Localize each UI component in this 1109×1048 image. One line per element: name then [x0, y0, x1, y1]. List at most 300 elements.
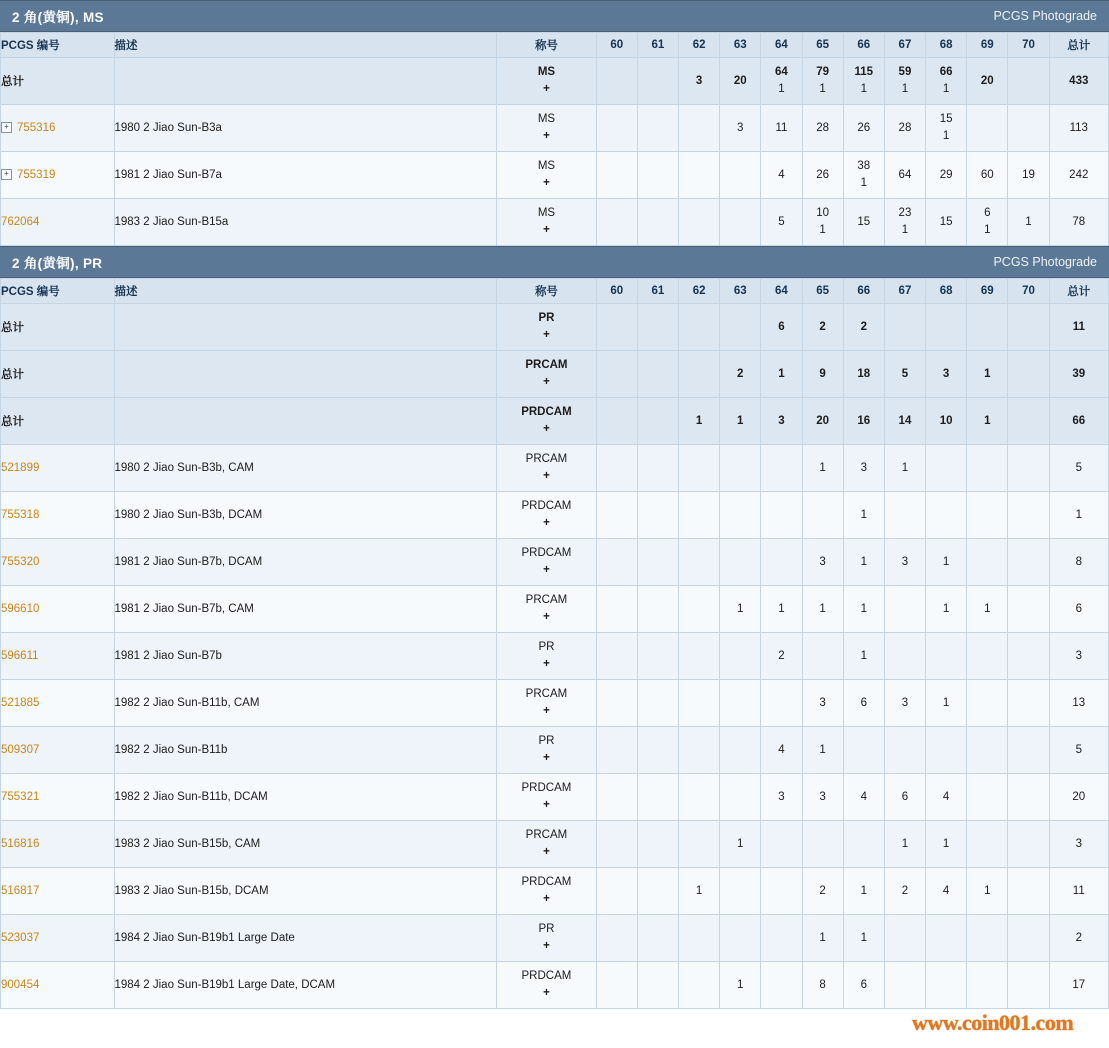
cell-grade-65: [802, 398, 843, 445]
cell-grade-62: [679, 445, 720, 492]
count-main: 2: [778, 649, 785, 662]
cell-grade-68: [926, 199, 967, 246]
cell-grade-65: [802, 58, 843, 105]
count-main: 79: [816, 66, 829, 79]
count-stack: [803, 319, 843, 336]
cell-pcgs-number: [1, 199, 115, 246]
count-stack: [761, 214, 801, 231]
cell-designation: [497, 152, 596, 199]
cell-pcgs-number: [1, 351, 115, 398]
total-label: 总计: [1, 416, 24, 428]
table-row: [1, 58, 1109, 105]
cell-grade-70: [1008, 58, 1049, 105]
count-stack: [803, 789, 843, 806]
count-stack: [885, 695, 925, 712]
cell-grade-61: [637, 105, 678, 152]
cell-grade-62: [679, 586, 720, 633]
count-main: 29: [939, 168, 953, 181]
count-stack: [844, 214, 884, 231]
count-stack: [803, 460, 843, 477]
pcgs-number-link[interactable]: 509307: [1, 744, 40, 756]
table-body: [1, 304, 1109, 1009]
cell-grade-70: [1008, 199, 1049, 246]
cell-grade-69: [967, 868, 1008, 915]
total-label: 总计: [1, 369, 24, 381]
count-stack: [926, 167, 966, 184]
cell-grade-64: [761, 539, 802, 586]
column-header-grade-61: 61: [637, 279, 678, 304]
cell-pcgs-number: [1, 105, 115, 152]
cell-row-total: 11: [1049, 868, 1108, 915]
cell-designation: [497, 680, 596, 727]
count-stack: [885, 64, 925, 97]
count-main: 1: [942, 555, 950, 568]
pcgs-number-link[interactable]: 755318: [1, 509, 40, 521]
count-stack: [803, 64, 843, 97]
cell-pcgs-number: [1, 304, 115, 351]
cell-grade-69: [967, 774, 1008, 821]
cell-grade-69: [967, 727, 1008, 774]
count-main: 64: [898, 168, 912, 181]
count-main: 26: [857, 121, 871, 134]
designation-label: MS: [537, 66, 556, 79]
designation-plus: +: [543, 752, 550, 764]
grade-table: [0, 32, 1109, 246]
cell-grade-66: [843, 304, 884, 351]
cell-grade-63: [720, 492, 761, 539]
count-main: 1: [901, 837, 909, 850]
cell-pcgs-number: [1, 152, 115, 199]
designation-stack: [497, 968, 595, 1001]
count-main: 1: [778, 367, 785, 380]
cell-description: 1984 2 Jiao Sun-B19b1 Large Date, DCAM: [114, 962, 497, 1009]
designation-plus: +: [543, 376, 550, 388]
cell-grade-67: [884, 680, 925, 727]
cell-grade-68: [926, 774, 967, 821]
cell-grade-66: [843, 586, 884, 633]
count-main: 1: [778, 602, 785, 615]
cell-grade-65: [802, 680, 843, 727]
count-stack: [720, 366, 760, 383]
designation-label: PRDCAM: [521, 547, 572, 560]
cell-grade-62: [679, 633, 720, 680]
cell-description: 1981 2 Jiao Sun-B7b, DCAM: [114, 539, 497, 586]
cell-designation: [497, 962, 596, 1009]
cell-row-total: 433: [1049, 58, 1108, 105]
cell-grade-70: [1008, 633, 1049, 680]
designation-label: MS: [537, 160, 556, 173]
count-stack: [803, 120, 843, 137]
count-main: 6: [901, 790, 909, 803]
cell-grade-70: [1008, 727, 1049, 774]
count-main: 3: [901, 555, 909, 568]
table-row: [1, 445, 1109, 492]
cell-row-total: 1: [1049, 492, 1108, 539]
count-stack: [926, 366, 966, 383]
cell-grade-61: [637, 774, 678, 821]
column-header-grade-67: 67: [884, 279, 925, 304]
count-main: 3: [778, 790, 785, 803]
count-stack: [803, 205, 843, 238]
designation-stack: [497, 205, 595, 238]
designation-stack: [497, 827, 595, 860]
count-stack: [885, 460, 925, 477]
count-main: 1: [860, 555, 867, 568]
cell-description: [114, 398, 497, 445]
cell-designation: [497, 304, 596, 351]
column-header-description: 描述: [114, 33, 497, 58]
count-stack: [1008, 214, 1048, 231]
table-row: [1, 199, 1109, 246]
count-main: 20: [733, 74, 747, 87]
table-head: [1, 279, 1109, 304]
cell-pcgs-number: [1, 680, 115, 727]
designation-plus: +: [543, 846, 550, 858]
table-row: [1, 680, 1109, 727]
count-stack: [803, 883, 843, 900]
designation-stack: [497, 64, 595, 97]
pcgs-number-link[interactable]: 900454: [1, 979, 40, 991]
table-row: [1, 727, 1109, 774]
count-main: 64: [775, 66, 788, 79]
cell-row-total: 13: [1049, 680, 1108, 727]
count-stack: [844, 413, 884, 430]
cell-grade-70: [1008, 586, 1049, 633]
count-main: 1: [942, 696, 950, 709]
count-main: 59: [898, 66, 912, 79]
table-row: [1, 152, 1109, 199]
pcgs-number-link[interactable]: 521885: [1, 697, 40, 709]
designation-label: PRDCAM: [521, 500, 572, 513]
count-main: 28: [816, 121, 829, 134]
cell-grade-62: [679, 199, 720, 246]
column-header-total: 总计: [1049, 279, 1108, 304]
cell-grade-62: [679, 492, 720, 539]
cell-row-total: 5: [1049, 445, 1108, 492]
cell-grade-64: [761, 727, 802, 774]
count-main: 3: [778, 414, 785, 427]
cell-grade-69: [967, 962, 1008, 1009]
designation-stack: [497, 310, 595, 343]
count-stack: [844, 366, 884, 383]
pcgs-number-link[interactable]: 762064: [1, 216, 40, 228]
cell-designation: [497, 58, 596, 105]
table-row: [1, 398, 1109, 445]
count-stack: [720, 413, 760, 430]
count-stack: [720, 73, 760, 90]
count-main: 28: [898, 121, 912, 134]
pcgs-number-link[interactable]: 755321: [1, 791, 40, 803]
cell-grade-66: [843, 539, 884, 586]
designation-plus: +: [543, 940, 550, 952]
cell-grade-70: [1008, 915, 1049, 962]
cell-grade-66: [843, 633, 884, 680]
cell-grade-60: [596, 868, 637, 915]
cell-grade-69: [967, 351, 1008, 398]
cell-grade-68: [926, 105, 967, 152]
cell-grade-64: [761, 398, 802, 445]
count-stack: [720, 120, 760, 137]
count-plus: 1: [901, 83, 909, 95]
expand-toggle-icon[interactable]: +: [1, 122, 12, 133]
count-stack: [926, 789, 966, 806]
cell-grade-63: [720, 586, 761, 633]
designation-label: PRCAM: [525, 359, 568, 372]
cell-grade-65: [802, 915, 843, 962]
pcgs-number-link[interactable]: 596610: [1, 603, 40, 615]
cell-grade-60: [596, 539, 637, 586]
count-main: 4: [778, 743, 785, 756]
cell-designation: [497, 105, 596, 152]
count-stack: [844, 554, 884, 571]
count-stack: [926, 111, 966, 144]
cell-grade-69: [967, 586, 1008, 633]
cell-grade-61: [637, 304, 678, 351]
cell-grade-61: [637, 586, 678, 633]
cell-grade-60: [596, 586, 637, 633]
cell-grade-70: [1008, 351, 1049, 398]
designation-plus: +: [543, 329, 550, 341]
column-header-grade-63: 63: [720, 279, 761, 304]
cell-pcgs-number: [1, 586, 115, 633]
designation-stack: [497, 404, 595, 437]
count-main: 5: [901, 367, 909, 380]
count-main: 3: [819, 790, 826, 803]
cell-grade-66: [843, 105, 884, 152]
cell-grade-60: [596, 633, 637, 680]
designation-label: PR: [538, 735, 555, 748]
table-head: [1, 33, 1109, 58]
count-stack: [803, 977, 843, 994]
count-main: 1: [984, 602, 991, 615]
pcgs-number-link[interactable]: 755316: [17, 122, 56, 134]
cell-grade-61: [637, 821, 678, 868]
count-stack: [885, 883, 925, 900]
cell-pcgs-number: [1, 633, 115, 680]
expand-toggle-icon[interactable]: +: [1, 169, 12, 180]
cell-designation: [497, 586, 596, 633]
cell-row-total: 39: [1049, 351, 1108, 398]
cell-grade-69: [967, 152, 1008, 199]
count-main: 1: [901, 461, 909, 474]
cell-grade-64: [761, 492, 802, 539]
cell-grade-63: [720, 915, 761, 962]
count-plus: 1: [860, 83, 867, 95]
cell-grade-67: [884, 492, 925, 539]
cell-description: 1983 2 Jiao Sun-B15b, CAM: [114, 821, 497, 868]
total-label: 总计: [1, 76, 24, 88]
cell-grade-67: [884, 445, 925, 492]
cell-grade-62: [679, 152, 720, 199]
cell-grade-67: [884, 727, 925, 774]
count-main: 1: [819, 743, 826, 756]
count-main: 4: [860, 790, 867, 803]
column-header-grade-62: 62: [679, 33, 720, 58]
count-stack: [803, 366, 843, 383]
section-header: [0, 246, 1109, 278]
count-plus: 1: [901, 224, 909, 236]
pcgs-number-link[interactable]: 596611: [1, 650, 39, 662]
cell-designation: [497, 633, 596, 680]
pcgs-number-link[interactable]: 523037: [1, 932, 40, 944]
table-row: [1, 304, 1109, 351]
count-stack: [885, 205, 925, 238]
cell-grade-61: [637, 727, 678, 774]
cell-grade-65: [802, 586, 843, 633]
column-header-grade-64: 64: [761, 33, 802, 58]
count-stack: [926, 413, 966, 430]
designation-label: MS: [537, 207, 556, 220]
designation-plus: +: [543, 470, 550, 482]
cell-grade-64: [761, 868, 802, 915]
cell-grade-68: [926, 727, 967, 774]
count-stack: [844, 977, 884, 994]
count-main: 60: [980, 168, 994, 181]
cell-description: 1980 2 Jiao Sun-B3b, CAM: [114, 445, 497, 492]
cell-pcgs-number: [1, 915, 115, 962]
designation-label: PRDCAM: [521, 876, 572, 889]
count-main: 23: [898, 207, 912, 220]
cell-designation: [497, 445, 596, 492]
count-stack: [720, 836, 760, 853]
cell-grade-67: [884, 199, 925, 246]
cell-grade-65: [802, 445, 843, 492]
table-row: [1, 539, 1109, 586]
cell-description: 1980 2 Jiao Sun-B3b, DCAM: [114, 492, 497, 539]
cell-grade-60: [596, 962, 637, 1009]
cell-grade-69: [967, 105, 1008, 152]
cell-grade-60: [596, 398, 637, 445]
cell-grade-63: [720, 199, 761, 246]
count-stack: [844, 695, 884, 712]
count-main: 1: [819, 602, 826, 615]
cell-designation: [497, 821, 596, 868]
count-stack: [926, 214, 966, 231]
cell-grade-67: [884, 868, 925, 915]
cell-description: [114, 304, 497, 351]
designation-plus: +: [543, 799, 550, 811]
count-stack: [761, 601, 801, 618]
table-body: [1, 58, 1109, 246]
designation-plus: +: [543, 177, 550, 189]
count-stack: [926, 64, 966, 97]
count-stack: [885, 167, 925, 184]
table-row: [1, 868, 1109, 915]
pcgs-number-link[interactable]: 516816: [1, 838, 40, 850]
designation-stack: [497, 111, 595, 144]
count-main: 14: [898, 414, 912, 427]
cell-grade-61: [637, 445, 678, 492]
cell-grade-68: [926, 445, 967, 492]
cell-grade-70: [1008, 774, 1049, 821]
column-header-designation: 称号: [497, 33, 596, 58]
cell-grade-62: [679, 821, 720, 868]
cell-grade-66: [843, 680, 884, 727]
cell-grade-67: [884, 774, 925, 821]
designation-stack: [497, 357, 595, 390]
cell-grade-70: [1008, 821, 1049, 868]
designation-stack: [497, 639, 595, 672]
cell-description: [114, 351, 497, 398]
cell-grade-62: [679, 58, 720, 105]
cell-grade-66: [843, 821, 884, 868]
site-watermark: www.coin001.com: [912, 1010, 1074, 1035]
column-header-grade-69: 69: [967, 279, 1008, 304]
count-main: 9: [819, 367, 826, 380]
cell-grade-67: [884, 351, 925, 398]
cell-row-total: 11: [1049, 304, 1108, 351]
cell-grade-63: [720, 152, 761, 199]
cell-grade-60: [596, 152, 637, 199]
count-stack: [761, 648, 801, 665]
cell-grade-66: [843, 915, 884, 962]
count-stack: [844, 883, 884, 900]
cell-pcgs-number: [1, 962, 115, 1009]
designation-stack: [497, 874, 595, 907]
cell-row-total: 242: [1049, 152, 1108, 199]
count-main: 8: [819, 978, 826, 991]
count-main: 1: [737, 837, 744, 850]
cell-grade-63: [720, 727, 761, 774]
cell-grade-70: [1008, 680, 1049, 727]
cell-grade-60: [596, 915, 637, 962]
pcgs-number-link[interactable]: 521899: [1, 462, 40, 474]
cell-grade-67: [884, 58, 925, 105]
cell-pcgs-number: [1, 774, 115, 821]
count-plus: 1: [778, 83, 785, 95]
column-header-grade-69: 69: [967, 33, 1008, 58]
count-stack: [926, 601, 966, 618]
cell-grade-61: [637, 915, 678, 962]
cell-grade-62: [679, 539, 720, 586]
cell-grade-60: [596, 58, 637, 105]
cell-grade-64: [761, 152, 802, 199]
cell-grade-70: [1008, 398, 1049, 445]
cell-grade-69: [967, 821, 1008, 868]
cell-grade-69: [967, 199, 1008, 246]
cell-grade-66: [843, 152, 884, 199]
cell-grade-70: [1008, 868, 1049, 915]
pcgs-number-link[interactable]: 516817: [1, 885, 40, 897]
count-stack: [844, 930, 884, 947]
count-main: 1: [942, 602, 950, 615]
cell-grade-61: [637, 633, 678, 680]
designation-stack: [497, 451, 595, 484]
count-main: 1: [1025, 215, 1032, 228]
cell-grade-62: [679, 680, 720, 727]
count-stack: [761, 64, 801, 97]
count-stack: [720, 601, 760, 618]
designation-label: PR: [538, 312, 555, 325]
count-main: 26: [816, 168, 829, 181]
count-main: 1: [737, 602, 744, 615]
cell-grade-65: [802, 152, 843, 199]
cell-grade-64: [761, 105, 802, 152]
count-main: 2: [860, 320, 867, 333]
count-stack: [761, 167, 801, 184]
cell-row-total: 3: [1049, 821, 1108, 868]
cell-row-total: 8: [1049, 539, 1108, 586]
cell-grade-65: [802, 304, 843, 351]
pcgs-number-link[interactable]: 755320: [1, 556, 40, 568]
count-main: 1: [860, 602, 867, 615]
count-main: 10: [816, 207, 829, 220]
count-stack: [926, 836, 966, 853]
cell-grade-65: [802, 633, 843, 680]
count-stack: [761, 120, 801, 137]
designation-stack: [497, 733, 595, 766]
pcgs-number-link[interactable]: 755319: [17, 169, 56, 181]
